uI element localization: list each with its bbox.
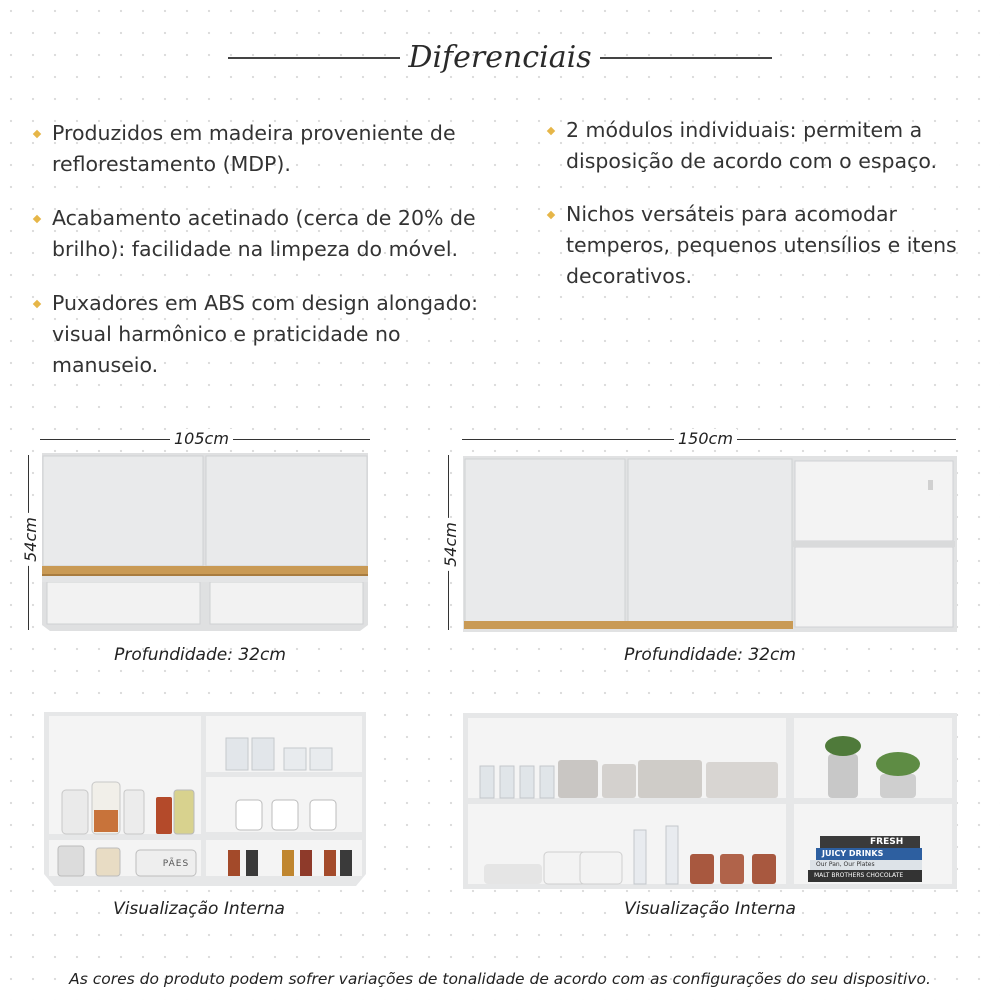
section-header bbox=[0, 40, 1000, 76]
interior-caption: Visualização Interna bbox=[113, 899, 285, 919]
height-label: 54cm bbox=[441, 518, 460, 571]
small-cabinet-closed bbox=[40, 453, 370, 633]
large-cabinet-closed bbox=[462, 455, 958, 635]
feature-text: Acabamento acetinado (cerca de 20% de brilho): facilidade na limpeza do móvel. bbox=[52, 206, 476, 261]
diamond-bullet-icon bbox=[547, 127, 555, 135]
feature-text: 2 módulos individuais: permitem a disposição de acordo com o espaço. bbox=[566, 118, 938, 173]
feature-item bbox=[566, 199, 976, 292]
book-title: MALT BROTHERS CHOCOLATE bbox=[814, 872, 904, 879]
large-cabinet-interior bbox=[462, 712, 958, 892]
title-rule-right bbox=[600, 57, 772, 59]
diamond-bullet-icon bbox=[33, 215, 41, 223]
diamond-bullet-icon bbox=[33, 300, 41, 308]
book-title: JUICY DRINKS bbox=[822, 849, 884, 858]
feature-item bbox=[52, 203, 482, 265]
bread-box-label: PÃES bbox=[162, 859, 190, 869]
feature-text: Puxadores em ABS com design alongado: visual harmônico e praticidade no manuseio. bbox=[52, 291, 479, 377]
diamond-bullet-icon bbox=[33, 130, 41, 138]
depth-caption: Profundidade: 32cm bbox=[624, 645, 796, 665]
feature-item bbox=[52, 118, 482, 180]
feature-text: Nichos versáteis para acomodar temperos, pequenos utensílios e itens decorativos. bbox=[566, 202, 957, 288]
color-disclaimer: As cores do produto podem sofrer variações de tonalidade de acordo com as configurações do seu dispositivo. bbox=[69, 970, 931, 988]
feature-item bbox=[52, 288, 492, 381]
feature-text: Produzidos em madeira proveniente de reflorestamento (MDP). bbox=[52, 121, 456, 176]
width-label: 105cm bbox=[170, 429, 233, 448]
feature-item bbox=[566, 115, 966, 177]
height-label: 54cm bbox=[21, 513, 40, 566]
small-cabinet-interior bbox=[44, 712, 368, 890]
interior-caption: Visualização Interna bbox=[624, 899, 796, 919]
width-label: 150cm bbox=[674, 429, 737, 448]
page-title: Diferenciais bbox=[408, 40, 592, 75]
diamond-bullet-icon bbox=[547, 211, 555, 219]
book-title: Our Pan, Our Plates bbox=[816, 861, 875, 868]
depth-caption: Profundidade: 32cm bbox=[114, 645, 286, 665]
book-title: FRESH bbox=[870, 837, 904, 847]
